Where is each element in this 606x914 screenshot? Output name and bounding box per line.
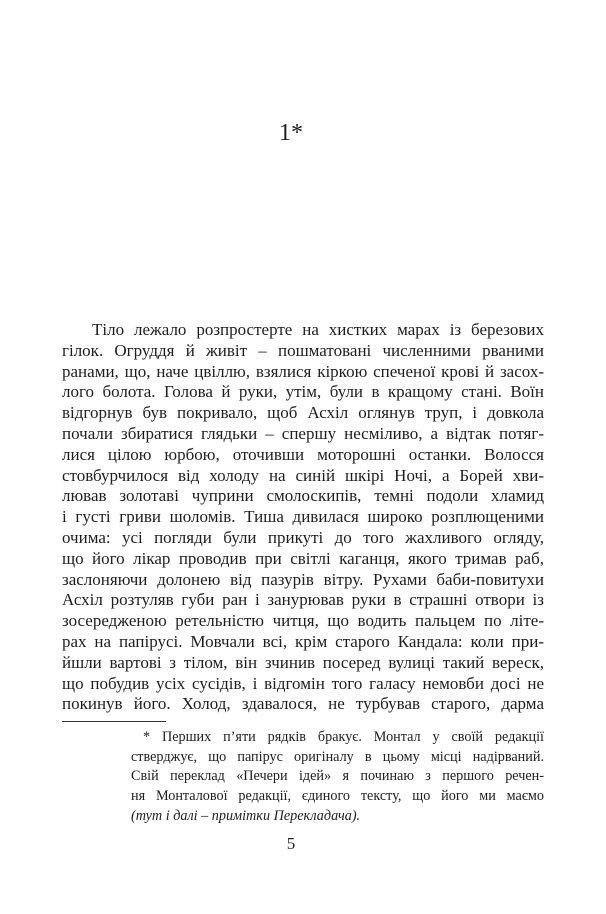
page-number: 5 xyxy=(286,834,296,853)
body-line: заслоняючи долонею від пазурів вітру. Рухами баби-повитухи xyxy=(62,569,544,589)
footnote xyxy=(131,728,544,826)
text-flow xyxy=(62,320,544,826)
body-line: лого болота. Голова й руки, утім, були в кращому стані. Воїн xyxy=(62,382,544,402)
chapter-heading: 1* xyxy=(279,120,303,146)
body-line: зосередженою ретельністю читця, що водить пальцем по літе- xyxy=(62,611,544,631)
body-line: відгорнув був покривало, щоб Асхіл оглянув труп, і довкола xyxy=(62,403,544,423)
body-line: лися цілою юрбою, оточивши моторошні останки. Волосся xyxy=(62,444,544,464)
body-line: Асхіл розтуляв губи ран і занурював руки в страшні отвори із xyxy=(62,590,544,610)
body-line: гілок. Огруддя й живіт – пошматовані численними рваними xyxy=(62,340,544,360)
body-line: Тіло лежало розпростерте на хистких марах із березових xyxy=(92,320,544,339)
body-line: почали збиратися глядьки – спершу несміливо, а відтак потяг- xyxy=(62,423,544,443)
body-line: ранами, що, наче цвіллю, взялися кіркою спеченої крові й засох- xyxy=(62,361,544,381)
body-line: йшли вартові з тілом, він зчинив посеред вулиці такий вереск, xyxy=(62,652,544,672)
footnote-divider xyxy=(62,721,166,722)
body-text xyxy=(62,320,544,715)
footnote-line: * Перших п’яти рядків бракує. Монтал у своїй редакції xyxy=(143,729,544,746)
body-line: покинув його. Холод, здавалося, не турбував старого, дарма xyxy=(62,694,544,714)
footnote-line: (тут і далі – примітки Перекладача). xyxy=(131,807,361,824)
body-line: лював золотаві чуприни смолоскипів, темні подоли хламид xyxy=(62,486,544,506)
body-line: що побудив усіх сусідів, і відгомін того галасу немовби досі не xyxy=(62,673,544,693)
body-line: стовбурчилося від холоду на синій шкірі Ночі, а Борей хви- xyxy=(62,465,544,485)
body-line: очима: усі погляди були прикуті до того жахливого огляду, xyxy=(62,527,544,547)
footnote-line: Свій переклад «Печери ідей» я починаю з першого речен- xyxy=(131,768,544,785)
footnote-line: стверджує, що папірус оригіналу в цьому місці надірваний. xyxy=(131,748,544,765)
body-line: рах на папірусі. Мовчали всі, крім старого Кандала: коли при- xyxy=(62,631,544,651)
body-line: і густі гриви шоломів. Тиша дивилася широко розплющеними xyxy=(62,507,544,527)
body-line: що його лікар проводив при світлі каганця, якого тримав раб, xyxy=(62,548,544,568)
footnote-line: ня Монталової редакції, єдиного тексту, що його ми маємо xyxy=(131,787,544,804)
